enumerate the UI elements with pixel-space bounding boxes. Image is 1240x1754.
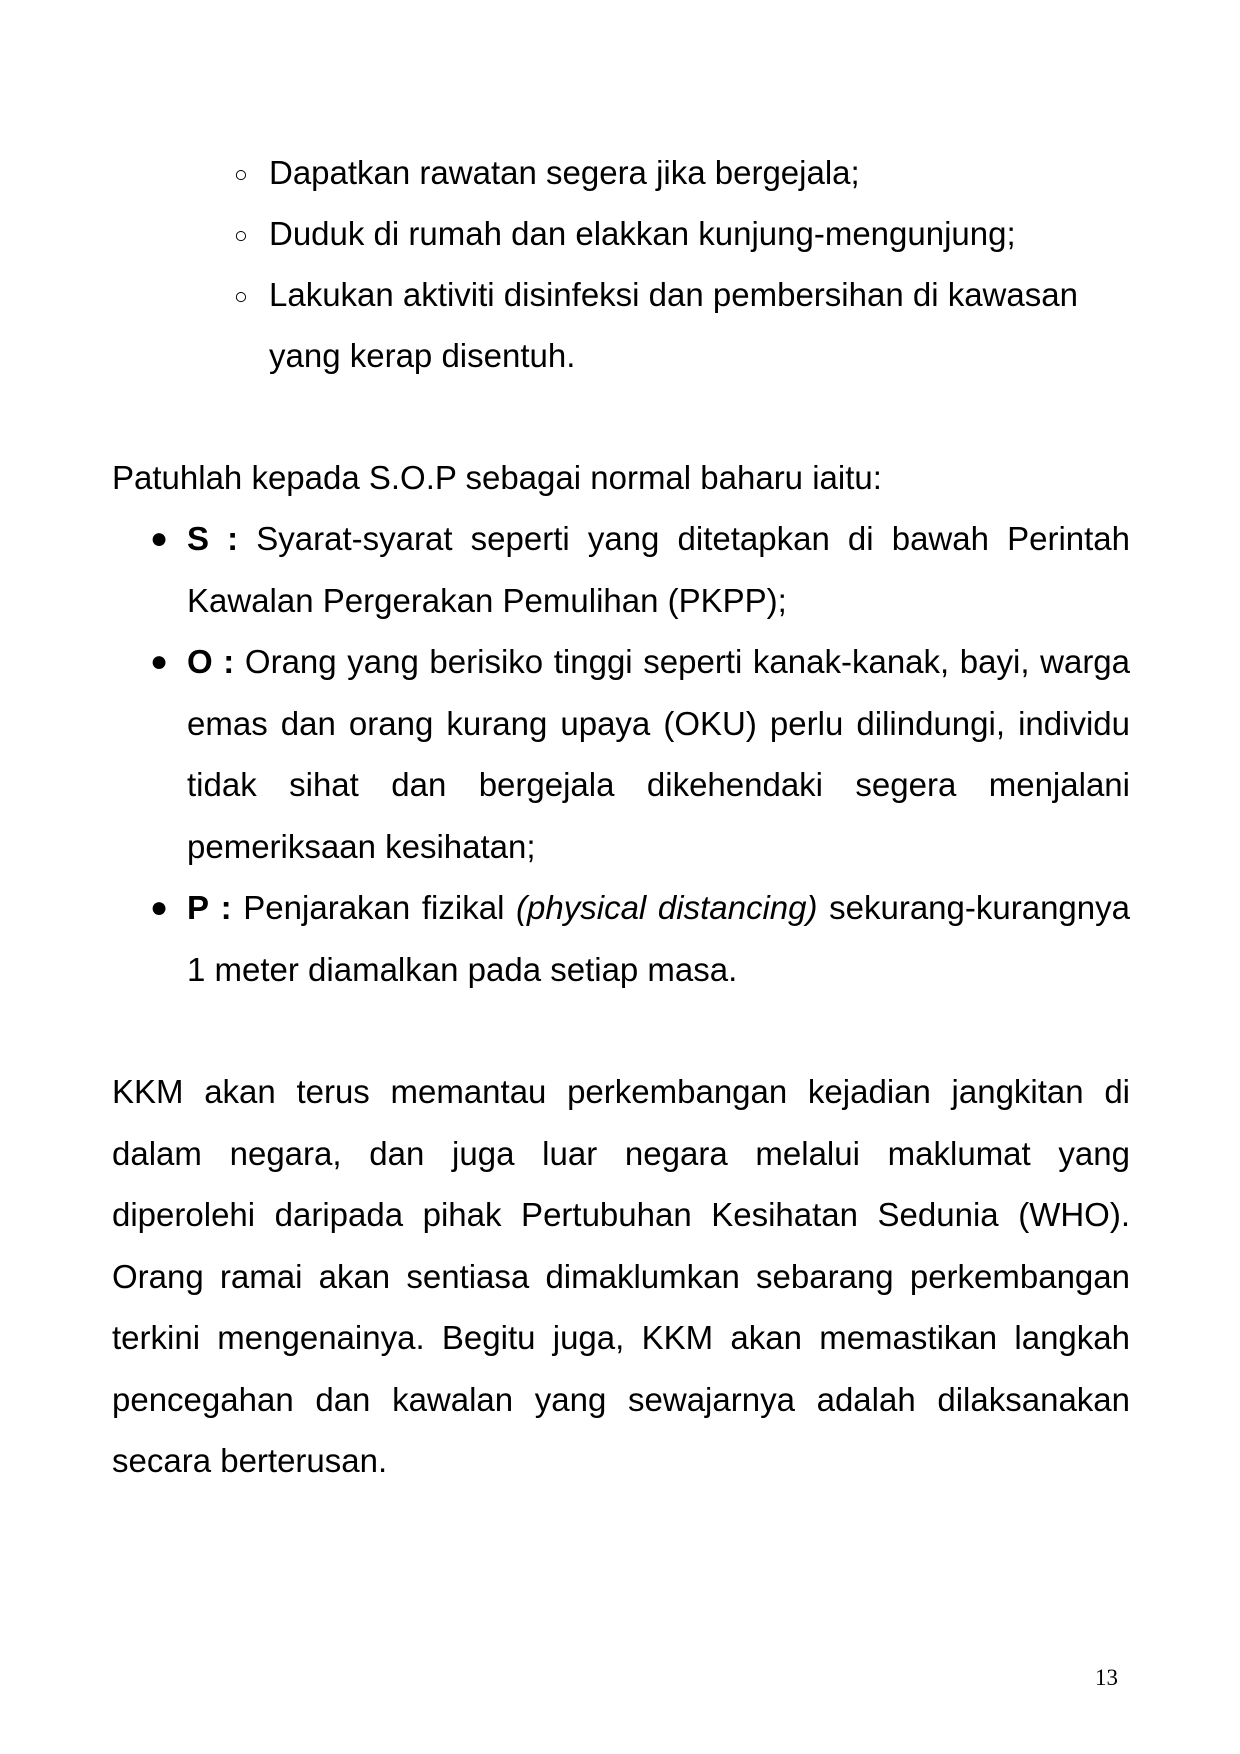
list-item-text: Duduk di rumah dan elakkan kunjung-mengunjung; — [269, 215, 1016, 252]
sop-item-o — [150, 631, 1130, 877]
list-item-text: Lakukan aktiviti disinfeksi dan pembersihan di kawasan yang kerap disentuh. — [269, 276, 1078, 374]
sop-item-s — [150, 508, 1130, 631]
hollow-circle-bullet-icon: ○ — [234, 222, 248, 248]
sop-list — [150, 508, 1130, 1000]
list-item — [230, 264, 1130, 386]
bullet-icon: ● — [150, 891, 169, 924]
bullet-icon: ● — [150, 522, 169, 555]
sop-text: Orang yang berisiko tinggi seperti kanak-kanak, bayi, warga emas dan orang kurang upaya (OKU) perlu dilindungi, individu tidak sihat dan bergejala dikehendaki segera menjalani pemeriksaan kesihatan; — [187, 643, 1131, 865]
sop-separator: : — [223, 643, 235, 680]
sop-text: Penjarakan fizikal — [243, 889, 505, 926]
bullet-icon: ● — [150, 645, 169, 678]
list-item — [230, 142, 1130, 203]
sop-separator: : — [220, 889, 232, 926]
sop-text: Syarat-syarat seperti yang ditetapkan di bawah Perintah Kawalan Pergerakan Pemulihan (PKPP); — [187, 520, 1131, 619]
sop-letter: S — [187, 520, 210, 557]
sop-separator: : — [227, 520, 239, 557]
list-item-text: Dapatkan rawatan segera jika bergejala; — [269, 154, 860, 191]
closing-paragraph: KKM akan terus memantau perkembangan kejadian jangkitan di dalam negara, dan juga luar negara melalui maklumat yang diperolehi daripada pihak Pertubuhan Kesihatan Sedunia (WHO). Orang ramai akan sentiasa dimaklumkan sebarang perkembangan terkini mengenainya. Begitu juga, KKM akan memastikan langkah pencegahan dan kawalan yang sewajarnya adalah dilaksanakan secara berterusan. — [112, 1073, 1130, 1479]
page-number: 13 — [1095, 1665, 1118, 1690]
sop-letter: O — [187, 643, 213, 680]
sop-letter: P — [187, 889, 210, 926]
list-item — [230, 203, 1130, 264]
hollow-circle-bullet-icon: ○ — [234, 161, 248, 187]
sop-text-italic: (physical distancing) — [516, 889, 818, 926]
precaution-sub-list — [230, 142, 1130, 386]
hollow-circle-bullet-icon: ○ — [234, 283, 248, 309]
sop-text: sekurang-kurangnya 1 meter diamalkan pada setiap masa. — [187, 889, 1130, 988]
sop-intro-paragraph: Patuhlah kepada S.O.P sebagai normal baharu iaitu: — [112, 459, 882, 496]
sop-item-p — [150, 877, 1130, 1000]
